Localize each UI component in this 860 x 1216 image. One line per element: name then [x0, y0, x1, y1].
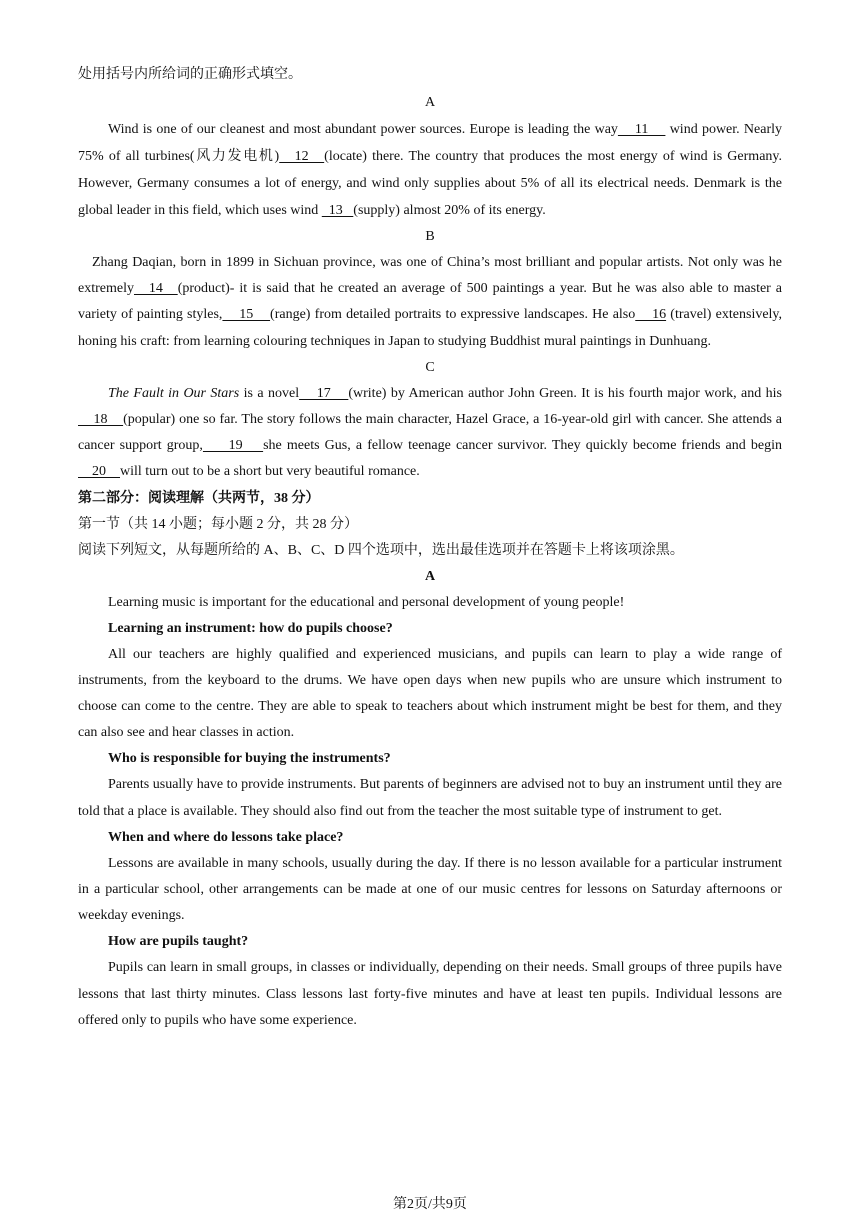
blank-18[interactable]: 18: [78, 412, 124, 428]
part2-section1: 第一节（共 14 小题；每小题 2 分，共 28 分）: [78, 516, 358, 532]
blank-17[interactable]: 17: [299, 385, 349, 401]
reading-a-p4: Pupils can learn in small groups, in classes or individually, depending on their needs. Small groups of three pupils have lessons that last thirty minutes. Class lessons last forty-five minutes and have at least ten pupils. Individual lessons are offered only to pupils who have some experience.: [78, 960, 782, 1028]
passage-b-text: Zhang Daqian, born in 1899 in Sichuan province, was one of China’s most brilliant and popular artists. Not only was he extremely 14 (product)- it is said that he created an average of 500 paintings a year. But he was also able to master a variety of painting styles, 15 (range) from detailed portraits to expressive landscapes. He also 16 (travel) extensively, honing his craft: from learning colouring techniques in Japan to studying Buddhist mural paintings in Dunhuang.: [78, 255, 783, 349]
reading-a-p1: All our teachers are highly qualified and experienced musicians, and pupils can learn to play a wide range of instruments, from the keyboard to the drums. We have open days when new pupils who are unsure which instrument to choose can come to the centre. They are able to speak to teachers about which instrument might be best for them, and they can also see and hear classes in action.: [78, 646, 782, 741]
blank-15[interactable]: 15: [222, 307, 271, 323]
reading-a-heading: A: [424, 568, 436, 584]
page-footer: 第2页/共9页: [393, 1197, 467, 1212]
reading-a-intro: Learning music is important for the educational and personal development of young people!: [108, 594, 625, 610]
passage-a-heading: A: [424, 95, 436, 110]
blank-13[interactable]: 13: [321, 203, 354, 218]
reading-a-q3: When and where do lessons take place?: [108, 829, 344, 845]
reading-a-p3: Lessons are available in many schools, usually during the day. If there is no lesson available for a particular instrument in a particular school, other arrangements can be made at one of our music centres for lessons on Saturday afternoons or weekday evenings.: [78, 855, 782, 924]
part2-instruction: 阅读下列短文，从每题所给的 A、B、C、D 四个选项中，选出最佳选项并在答题卡上将该项涂黑。: [78, 542, 684, 558]
document-page: [78, 62, 782, 1034]
blank-14[interactable]: 14: [133, 281, 178, 297]
novel-title: The Fault in Our Stars: [108, 385, 240, 401]
blank-20[interactable]: 20: [78, 464, 120, 480]
instruction-top: 处用括号内所给词的正确形式填空。: [78, 67, 302, 82]
reading-a-p2: Parents usually have to provide instruments. But parents of beginners are advised not to buy an instrument until they are told that a place is available. They should also find out from the teacher the most suitable type of instrument to get.: [78, 777, 782, 819]
reading-a-q2: Who is responsible for buying the instruments?: [108, 751, 391, 767]
passage-a-text: Wind is one of our cleanest and most abundant power sources. Europe is leading the way 11 wind power. Nearly 75% of all turbines(风力发电机) 12 (locate) there. The country that produces the most energy of wind is Germany. However, Germany consumes a lot of energy, and wind only supplies about 5% of all its electrical needs. Denmark is the global leader in this field, which uses wind 13 (supply) almost 20% of its energy.: [78, 122, 782, 218]
blank-12[interactable]: 12: [279, 149, 325, 164]
blank-11[interactable]: 11: [617, 122, 666, 137]
blank-16[interactable]: 16: [635, 307, 667, 323]
part2-title: 第二部分：阅读理解（共两节，38 分）: [78, 490, 320, 506]
blank-19[interactable]: 19: [202, 438, 264, 454]
passage-c-text: The Fault in Our Stars is a novel 17 (write) by American author John Green. It is his fourth major work, and his 18 (popular) one so far. The story follows the main character, Hazel Grace, a 16-year-old girl with cancer. She attends a cancer support group, 19 she meets Gus, a fellow teenage cancer survivor. They quickly become friends and begin 20 will turn out to be a short but very beautiful romance.: [78, 385, 783, 480]
passage-c-heading: C: [425, 359, 435, 375]
passage-b-heading: B: [425, 229, 435, 244]
reading-a-q4: How are pupils taught?: [108, 934, 249, 950]
reading-a-q1: Learning an instrument: how do pupils choose?: [108, 620, 393, 636]
